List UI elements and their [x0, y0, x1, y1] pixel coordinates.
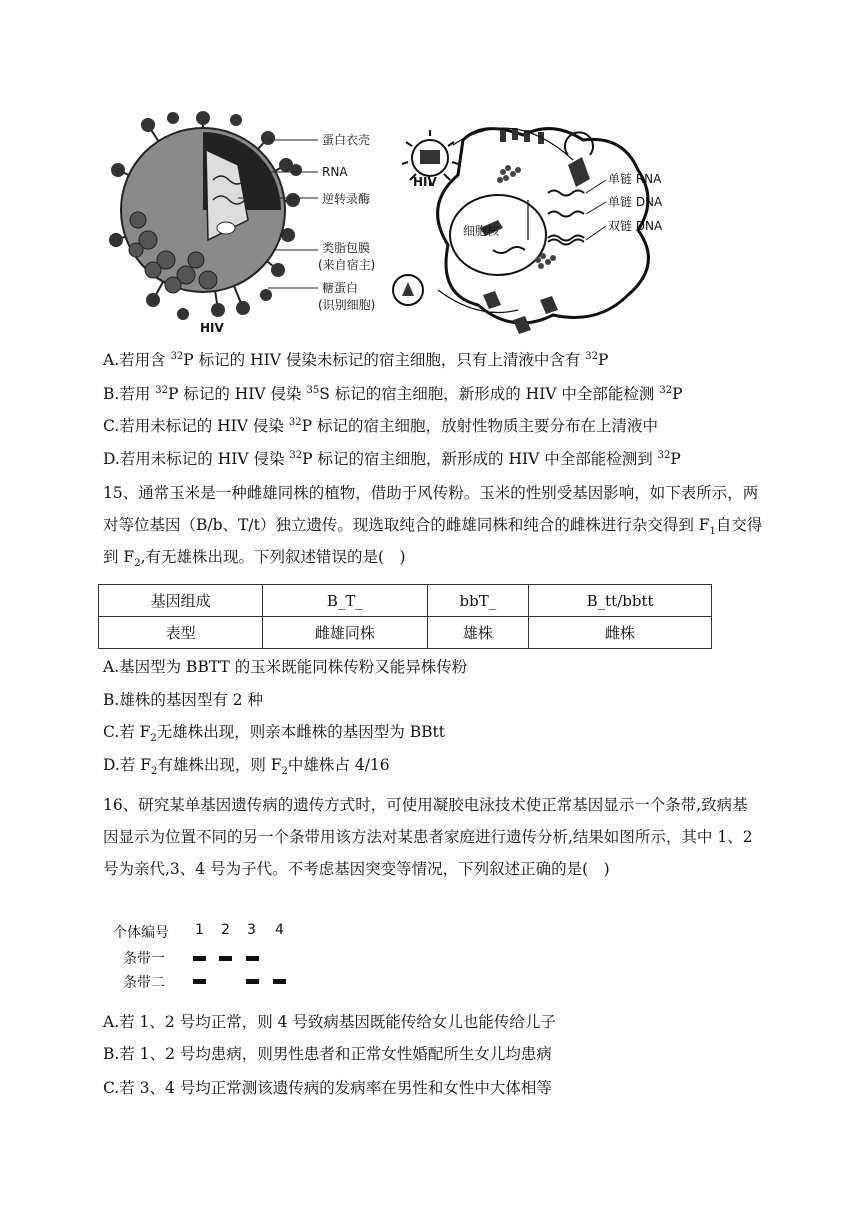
- genotype-table: [98, 584, 712, 649]
- q14-option-b: B.若用 $^{32}$P 标记的 HIV 侵染 $^{35}$S 标记的宿主细胞，新形成的 HIV 中全部能检测 $^{32}$P: [103, 384, 683, 403]
- label-hiv-right: HIV: [413, 175, 437, 189]
- band-mark: [273, 979, 286, 984]
- hiv-virion-illustration: [109, 111, 302, 320]
- band-mark: [219, 956, 232, 961]
- table-row: [99, 585, 712, 617]
- q16-option-b: B.若 1、2 号均患病，则男性患者和正常女性婚配所生女儿均患病: [103, 1045, 552, 1063]
- label-hiv-bottom: HIV: [200, 321, 224, 335]
- band-mark: [193, 979, 206, 984]
- table-cell: 表型: [99, 617, 263, 649]
- band-mark: [193, 956, 206, 961]
- table-cell: 雌株: [529, 617, 712, 649]
- hiv-figure: [108, 110, 758, 340]
- table-cell: 雄株: [427, 617, 529, 649]
- band-number-1: 1: [195, 922, 204, 938]
- label-ss-dna: 单链 DNA: [608, 195, 663, 209]
- label-ss-rna: 单链 RNA: [608, 172, 662, 186]
- table-cell: B_tt/bbtt: [529, 585, 712, 617]
- q15-option-c: C.若 $F_2$无雄株出现，则亲本雌株的基因型为 BBtt: [103, 723, 445, 745]
- q14-option-d: D.若用未标记的 HIV 侵染 $^{32}$P 标记的宿主细胞，新形成的 HIV 中全部能检测到 $^{32}$P: [103, 449, 681, 468]
- band-number-3: 3: [247, 922, 256, 938]
- electrophoresis-figure: [113, 922, 293, 992]
- label-reverse-transcriptase: 逆转录酶: [322, 192, 371, 206]
- band-number-4: 4: [275, 922, 284, 938]
- band-row-1-label: 条带一: [123, 951, 165, 967]
- q16-stem: 16、研究某单基因遗传病的遗传方式时，可使用凝胶电泳技术使正常基因显示一个条带,致病基因显示为位置不同的另一个条带用该方法对某患者家庭进行遗传分析,结果如图所示，其中 1、2 号为亲代,3、4 号为子代。不考虑基因突变等情况，下列叙述正确的是( ): [103, 796, 753, 878]
- table-cell: 基因组成: [99, 585, 263, 617]
- q16-option-a: A.若 1、2 号均正常，则 4 号致病基因既能传给女儿也能传给儿子: [103, 1013, 556, 1031]
- label-glycoprotein: 糖蛋白: [322, 281, 359, 295]
- table-row: [99, 617, 712, 649]
- label-from-host: (来自宿主): [318, 258, 376, 272]
- table-cell: B_T_: [263, 585, 427, 617]
- label-capsid: 蛋白衣壳: [322, 133, 371, 147]
- label-recognize-cell: (识别细胞): [318, 298, 376, 312]
- q14-option-c: C.若用未标记的 HIV 侵染 $^{32}$P 标记的宿主细胞，放射性物质主要分布在上清液中: [103, 416, 658, 435]
- label-nucleus: 细胞核: [463, 224, 500, 238]
- table-cell: 雌雄同株: [263, 617, 427, 649]
- q15-option-d: D.若 $F_2$有雄株出现，则 $F_2$中雄株占 4/16: [103, 756, 390, 778]
- band-mark: [246, 979, 259, 984]
- table-cell: bbT_: [427, 585, 529, 617]
- band-header-label: 个体编号: [113, 925, 169, 941]
- q15-option-b: B.雄株的基因型有 2 种: [103, 691, 264, 709]
- q15-option-a: A.基因型为 BBTT 的玉米既能同株传粉又能异株传粉: [103, 658, 468, 676]
- label-rna: RNA: [322, 165, 348, 179]
- q16-option-c: C.若 3、4 号均正常测该遗传病的发病率在男性和女性中大体相等: [103, 1079, 552, 1097]
- band-number-2: 2: [221, 922, 230, 938]
- label-ds-dna: 双链 DNA: [608, 219, 663, 233]
- label-lipid-envelope: 类脂包膜: [322, 241, 371, 255]
- q14-option-a: A.若用含 $^{32}$P 标记的 HIV 侵染未标记的宿主细胞，只有上清液中含有 $^{32}$P: [103, 350, 609, 369]
- band-row-2-label: 条带二: [123, 975, 165, 991]
- band-mark: [246, 956, 259, 961]
- q15-stem: 15、通常玉米是一种雌雄同株的植物，借助于风传粉。玉米的性别受基因影响，如下表所示，两对等位基因（B/b、T/t）独立遗传。现选取纯合的雌雄同株和纯合的雌株进行杂交得到 $F_1$自交得到 $F_2$,有无雄株出现。下列叙述错误的是( ): [103, 484, 763, 570]
